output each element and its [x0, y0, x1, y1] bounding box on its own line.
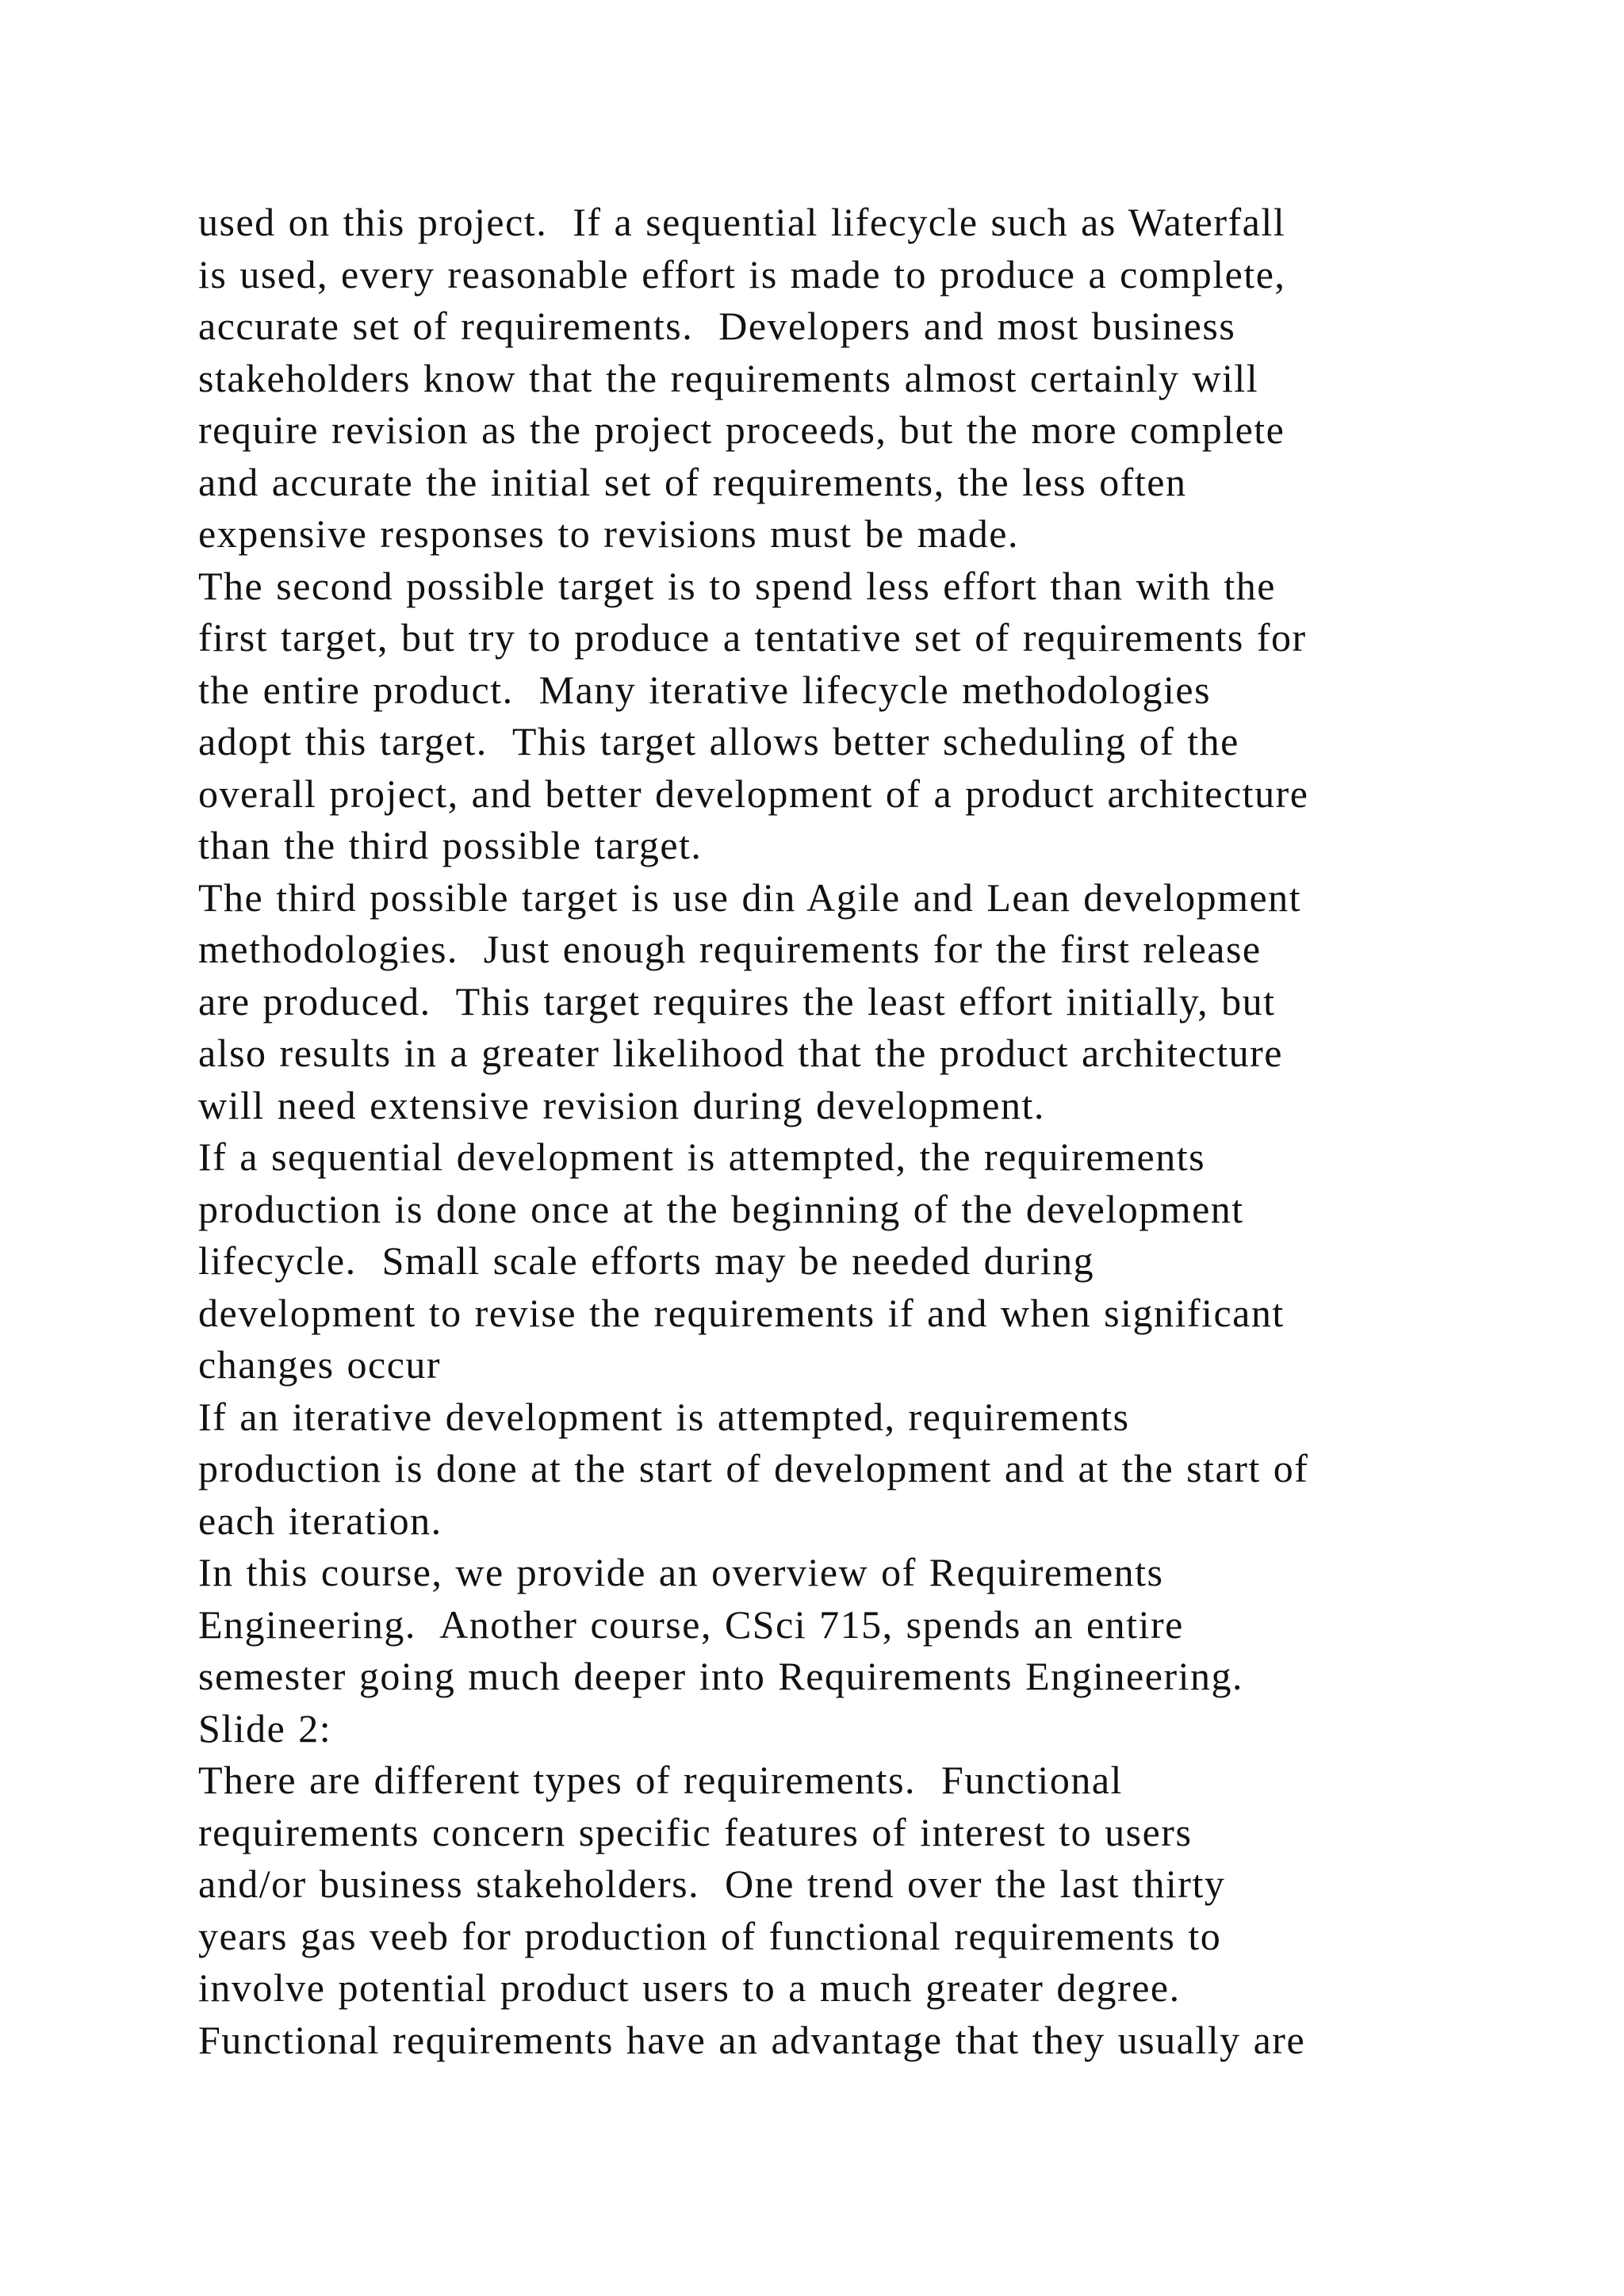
document-body: [198, 197, 1467, 2066]
text-line: years gas veeb for production of functional requirements to: [198, 1913, 1222, 1958]
text-line: There are different types of requirements. Functional: [198, 1758, 1123, 1802]
text-line: Engineering. Another course, CSci 715, spends an entire: [198, 1601, 1184, 1647]
text-line: first target, but try to produce a tentative set of requirements for: [198, 615, 1307, 660]
text-line: development to revise the requirements if and when significant: [198, 1290, 1285, 1335]
text-line: than the third possible target.: [198, 823, 703, 867]
text-line: will need extensive revision during development.: [198, 1082, 1045, 1127]
text-line: If a sequential development is attempted, the requirements: [198, 1135, 1206, 1179]
text-line: accurate set of requirements. Developers and most business: [198, 304, 1236, 348]
text-line: semester going much deeper into Requirements Engineering.: [198, 1654, 1243, 1698]
text-line: If an iterative development is attempted, requirements: [198, 1394, 1130, 1439]
text-line: requirements concern specific features of interest to users: [198, 1809, 1193, 1854]
section-heading: Slide 2:: [198, 1705, 332, 1751]
text-line: Functional requirements have an advantage that they usually are: [198, 2017, 1306, 2062]
text-line: require revision as the project proceeds, but the more complete: [198, 408, 1285, 452]
text-line: used on this project. If a sequential lifecycle such as Waterfall: [198, 200, 1286, 244]
text-line: and/or business stakeholders. One trend over the last thirty: [198, 1862, 1226, 1906]
text-line: is used, every reasonable effort is made to produce a complete,: [198, 251, 1286, 297]
text-line: the entire product. Many iterative lifecycle methodologies: [198, 667, 1212, 712]
text-line: are produced. This target requires the least effort initially, but: [198, 978, 1276, 1024]
text-line: adopt this target. This target allows better scheduling of the: [198, 719, 1239, 763]
text-line: changes occur: [198, 1342, 442, 1387]
text-line: production is done once at the beginning of the development: [198, 1186, 1244, 1231]
text-line: In this course, we provide an overview of Requirements: [198, 1550, 1164, 1594]
text-line: methodologies. Just enough requirements for the first release: [198, 927, 1262, 971]
text-line: production is done at the start of development and at the start of: [198, 1446, 1309, 1490]
text-line: overall project, and better development of a product architecture: [198, 771, 1309, 816]
text-line: The third possible target is use din Agile and Lean development: [198, 874, 1302, 920]
text-line: stakeholders know that the requirements almost certainly will: [198, 355, 1259, 400]
text-line: each iteration.: [198, 1498, 442, 1543]
text-line: lifecycle. Small scale efforts may be needed during: [198, 1238, 1095, 1283]
text-line: and accurate the initial set of requirements, the less often: [198, 459, 1187, 504]
text-line: The second possible target is to spend less effort than with the: [198, 563, 1276, 608]
text-line: also results in a greater likelihood that the product architecture: [198, 1031, 1283, 1075]
text-line: involve potential product users to a much greater degree.: [198, 1965, 1181, 2010]
text-line: expensive responses to revisions must be made.: [198, 511, 1019, 556]
